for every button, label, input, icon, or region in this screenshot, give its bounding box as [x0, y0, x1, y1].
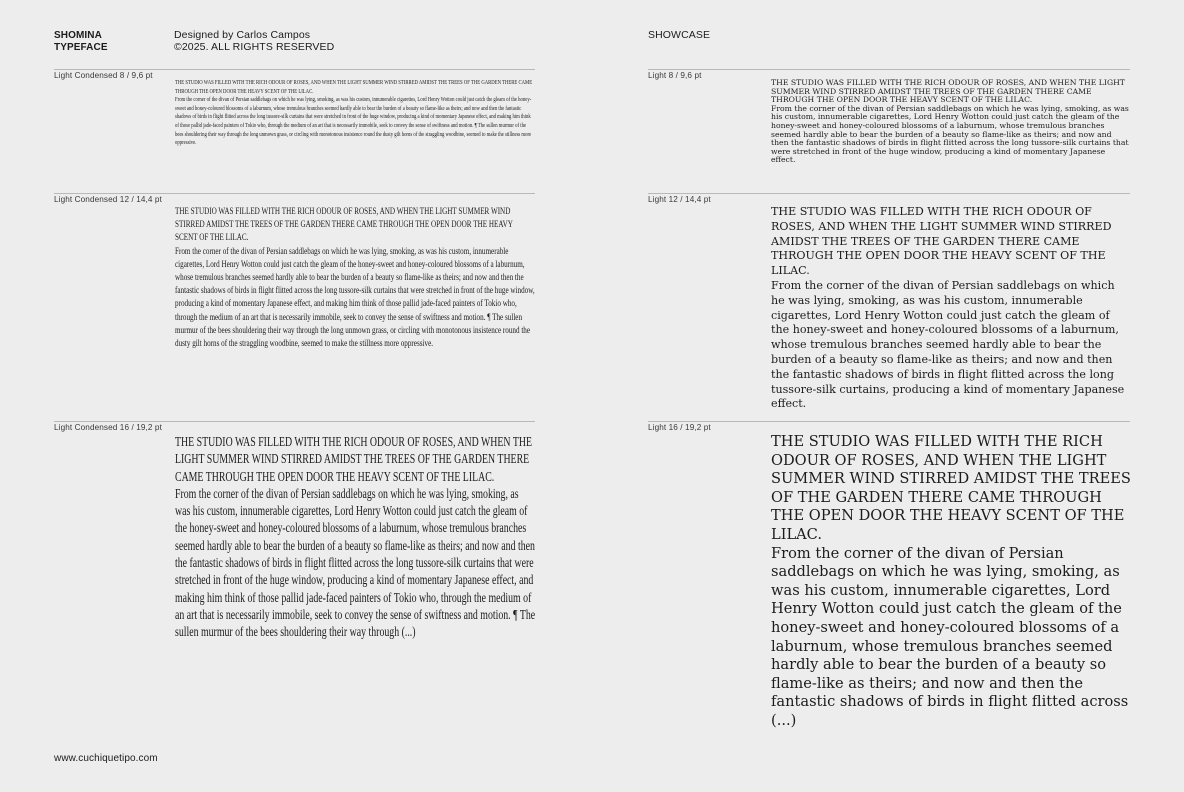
spec-label: Light 12 / 14,4 pt [648, 195, 711, 204]
specimen-caps: THE STUDIO WAS FILLED WITH THE RICH ODOUR OF ROSES, AND WHEN THE LIGHT SUMMER WIND STIRRED AMIDST THE TREES OF THE GARDEN THERE CAME THROUGH THE OPEN DOOR THE HEAVY SCENT OF THE LILAC. [175, 79, 533, 95]
specimen-body: From the corner of the divan of Persian saddlebags on which he was lying, smoking, as was his custom, innumerable cigarettes, Lord Henry Wotton could just catch the gleam of the honey-sweet and honey-coloured blossoms of a laburnum, whose tremulous branches seemed hardly able to bear the burden of a beauty so flame-like as theirs; and now and then the fantastic shadows of birds in flight flitted across the long tussore-silk curtains that were stretched in front of the huge window, producing a kind of momentary Japanese effect. [771, 103, 1129, 165]
brand-name-line2: TYPEFACE [54, 41, 108, 53]
specimen-condensed-12 [175, 205, 536, 350]
specimen-light-12 [771, 205, 1131, 412]
specimen-caps: THE STUDIO WAS FILLED WITH THE RICH ODOUR OF ROSES, AND WHEN THE LIGHT SUMMER WIND STIRRED AMIDST THE TREES OF THE GARDEN THERE CAME THROUGH THE OPEN DOOR THE HEAVY SCENT OF THE LILAC. [175, 206, 513, 244]
divider [648, 69, 1130, 70]
divider [648, 193, 1130, 194]
spec-label: Light Condensed 16 / 19,2 pt [54, 423, 162, 432]
specimen-body: From the corner of the divan of Persian saddlebags on which he was lying, smoking, as was his custom, innumerable cigarettes, Lord Henry Wotton could just catch the gleam of the honey-sweet and honey-coloured blossoms of a laburnum, whose tremulous branches seemed hardly able to bear the burden of a beauty so flame-like as theirs; and now and then the fantastic shadows of birds in flight flitted across the long tussore-silk curtains that were stretched in front of the huge window, producing a kind of momentary Japanese effect, and making him think of those pallid jade-faced painters of Tokio who, through the medium of an art that is necessarily immobile, seek to convey the sense of swiftness and motion. ¶ The sullen murmur of the bees shouldering their way through the long unmown grass, or circling with monotonous insistence round the dusty gilt horns of the straggling woodbine, seemed to make the stillness more oppressive. [175, 96, 532, 147]
brand-name [54, 30, 108, 53]
footer-url[interactable]: www.cuchiquetipo.com [54, 753, 158, 764]
divider [54, 69, 535, 70]
spec-label: Light 8 / 9,6 pt [648, 71, 702, 80]
spec-label: Light Condensed 8 / 9,6 pt [54, 71, 153, 80]
specimen-body: From the corner of the divan of Persian saddlebags on which he was lying, smoking, as was his custom, innumerable cigarettes, Lord Henry Wotton could just catch the gleam of the honey-sweet and honey-coloured blossoms of a laburnum, whose tremulous branches seemed hardly able to bear the burden of a beauty so flame-like as theirs; and now and then the fantastic shadows of birds in flight flitted across the long tussore-silk curtains that were stretched in front of the huge window, producing a kind of momentary Japanese effect, and making him think of those pallid jade-faced painters of Tokio who, through the medium of an art that is necessarily immobile, seek to convey the sense of swiftness and motion. ¶ The sullen murmur of the bees shouldering their way through the long unmown grass, or circling with monotonous insistence round the dusty gilt horns of the straggling woodbine, seemed to make the stillness more oppressive. [175, 245, 535, 350]
specimen-caps: THE STUDIO WAS FILLED WITH THE RICH ODOUR OF ROSES, AND WHEN THE LIGHT SUMMER WIND STIRRED AMIDST THE TREES OF THE GARDEN THERE CAME THROUGH THE OPEN DOOR THE HEAVY SCENT OF THE LILAC. [175, 434, 532, 484]
specimen-light-16 [771, 433, 1131, 731]
designer-credit: Designed by Carlos Campos [174, 29, 311, 41]
specimen-condensed-8 [175, 79, 533, 148]
specimen-light-8 [771, 79, 1131, 165]
specimen-caps: THE STUDIO WAS FILLED WITH THE RICH ODOUR OF ROSES, AND WHEN THE LIGHT SUMMER WIND STIRRED AMIDST THE TREES OF THE GARDEN THERE CAME THROUGH THE OPEN DOOR THE HEAVY SCENT OF THE LILAC. [771, 205, 1112, 278]
credits [174, 30, 334, 53]
divider [648, 421, 1130, 422]
specimen-condensed-16 [175, 433, 536, 641]
spec-label: Light 16 / 19,2 pt [648, 423, 711, 432]
specimen-body: From the corner of the divan of Persian saddlebags on which he was lying, smoking, as was his custom, innumerable cigarettes, Lord Henry Wotton could just catch the gleam of the honey-sweet and honey-coloured blossoms of a laburnum, whose tremulous branches seemed hardly able to bear the burden of a beauty so flame-like as theirs; and now and then the fantastic shadows of birds in flight flitted across (...) [771, 544, 1129, 729]
divider [54, 421, 535, 422]
divider [54, 193, 535, 194]
specimen-caps: THE STUDIO WAS FILLED WITH THE RICH ODOUR OF ROSES, AND WHEN THE LIGHT SUMMER WIND STIRRED AMIDST THE TREES OF THE GARDEN THERE CAME THROUGH THE OPEN DOOR THE HEAVY SCENT OF THE LILAC. [771, 433, 1131, 543]
copyright-notice: ©2025. ALL RIGHTS RESERVED [174, 40, 335, 53]
brand-name-line1: SHOMINA [54, 30, 102, 41]
specimen-body: From the corner of the divan of Persian saddlebags on which he was lying, smoking, as was his custom, innumerable cigarettes, Lord Henry Wotton could just catch the gleam of the honey-sweet and honey-coloured blossoms of a laburnum, whose tremulous branches seemed hardly able to bear the burden of a beauty so flame-like as theirs; and now and then the fantastic shadows of birds in flight flitted across the long tussore-silk curtains, producing a kind of momentary Japanese effect. [771, 278, 1125, 411]
specimen-caps: THE STUDIO WAS FILLED WITH THE RICH ODOUR OF ROSES, AND WHEN THE LIGHT SUMMER WIND STIRRED AMIDST THE TREES OF THE GARDEN THERE CAME THROUGH THE OPEN DOOR THE HEAVY SCENT OF THE LILAC. [771, 78, 1125, 105]
spec-label: Light Condensed 12 / 14,4 pt [54, 195, 162, 204]
specimen-body: From the corner of the divan of Persian saddlebags on which he was lying, smoking, as was his custom, innumerable cigarettes, Lord Henry Wotton could just catch the gleam of the honey-sweet and honey-coloured blossoms of a laburnum, whose tremulous branches seemed hardly able to bear the burden of a beauty so flame-like as theirs; and now and then the fantastic shadows of birds in flight flitted across the long tussore-silk curtains that were stretched in front of the huge window, producing a kind of momentary Japanese effect, and making him think of those pallid jade-faced painters of Tokio who, through the medium of an art that is necessarily immobile, seek to convey the sense of swiftness and motion. ¶ The sullen murmur of the bees shouldering their way through (...) [175, 485, 536, 640]
section-title: SHOWCASE [648, 29, 711, 41]
